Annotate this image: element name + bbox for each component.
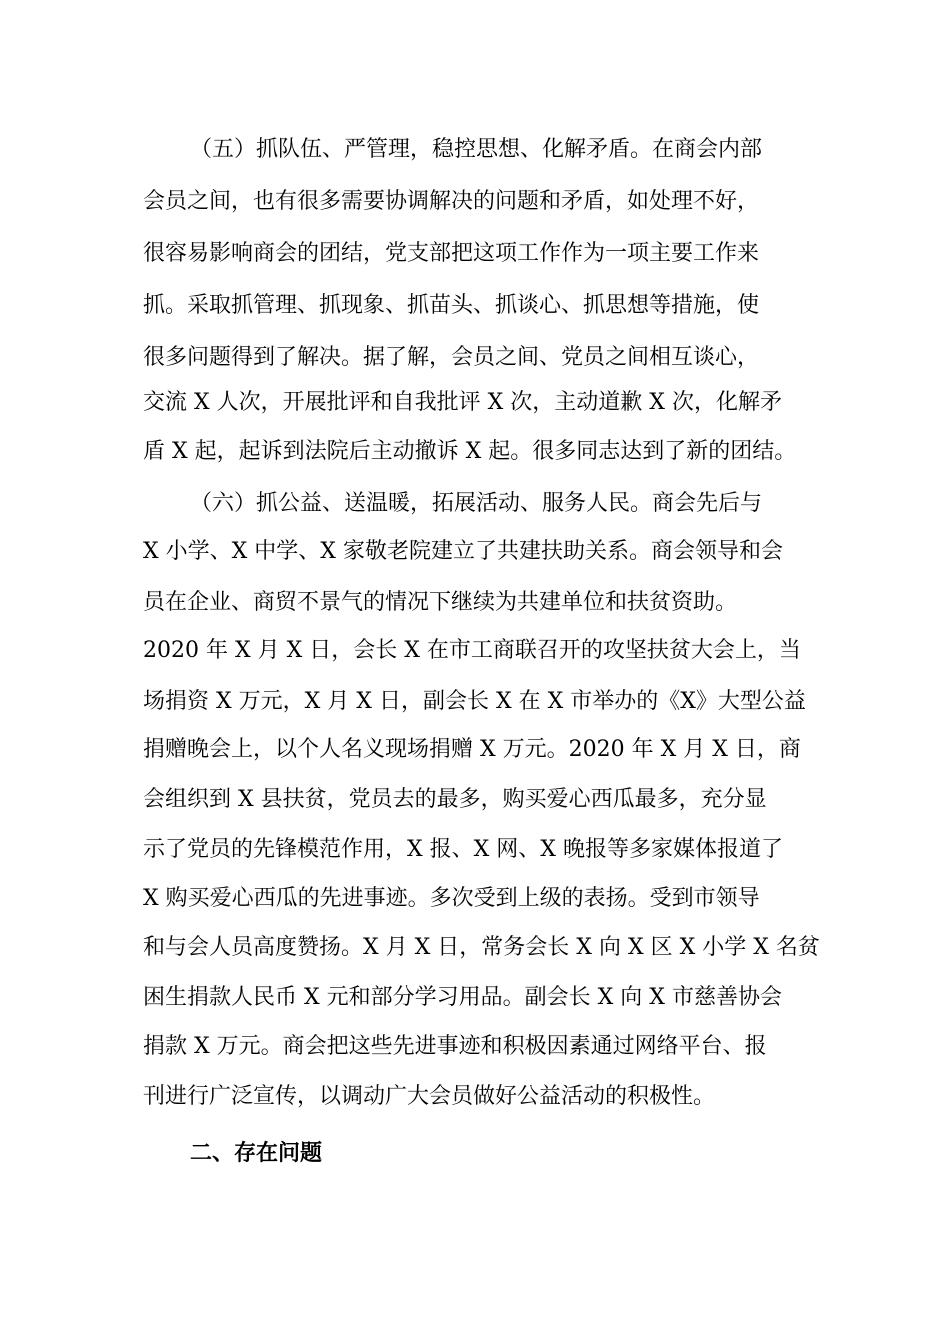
- paragraph-line: 抓。采取抓管理、抓现象、抓苗头、抓谈心、抓思想等措施，使: [143, 293, 760, 318]
- paragraph-line: X 购买爱心西瓜的先进事迹。多次受到上级的表扬。受到市领导: [143, 886, 760, 911]
- paragraph-line: 很多问题得到了解决。据了解，会员之间、党员之间相互谈心，: [143, 345, 760, 370]
- paragraph-line: X 小学、X 中学、X 家敬老院建立了共建扶助关系。商会领导和会: [143, 539, 783, 564]
- paragraph-line: 盾 X 起，起诉到法院后主动撤诉 X 起。很多同志达到了新的团结。: [143, 439, 797, 464]
- paragraph-line: （六）抓公益、送温暖，拓展活动、服务人民。商会先后与: [190, 491, 763, 516]
- paragraph-line: 很容易影响商会的团结，党支部把这项工作作为一项主要工作来: [143, 241, 760, 266]
- paragraph-line: 2020 年 X 月 X 日，会长 X 在市工商联召开的攻坚扶贫大会上，当: [143, 638, 801, 663]
- paragraph-line: （五）抓队伍、严管理，稳控思想、化解矛盾。在商会内部: [190, 137, 763, 162]
- section-heading: 二、存在问题: [190, 1140, 323, 1166]
- paragraph-line: 困生捐款人民币 X 元和部分学习用品。副会长 X 向 X 市慈善协会: [143, 985, 782, 1010]
- paragraph-line: 场捐资 X 万元，X 月 X 日，副会长 X 在 X 市举办的《X》大型公益: [143, 689, 806, 714]
- paragraph-line: 刊进行广泛宣传，以调动广大会员做好公益活动的积极性。: [143, 1084, 716, 1109]
- paragraph-line: 交流 X 人次，开展批评和自我批评 X 次，主动道歉 X 次，化解矛: [143, 390, 782, 415]
- paragraph-line: 捐款 X 万元。商会把这些先进事迹和积极因素通过网络平台、报: [143, 1034, 767, 1059]
- paragraph-line: 员在企业、商贸不景气的情况下继续为共建单位和扶贫资助。: [143, 590, 738, 615]
- paragraph-line: 示了党员的先锋模范作用，X 报、X 网、X 晚报等多家媒体报道了: [143, 837, 783, 862]
- paragraph-line: 和与会人员高度赞扬。X 月 X 日，常务会长 X 向 X 区 X 小学 X 名贫: [143, 935, 820, 960]
- paragraph-line: 会员之间，也有很多需要协调解决的问题和矛盾，如处理不好，: [143, 189, 760, 214]
- paragraph-line: 捐赠晚会上，以个人名义现场捐赠 X 万元。2020 年 X 月 X 日，商: [143, 737, 801, 762]
- paragraph-line: 会组织到 X 县扶贫，党员去的最多，购买爱心西瓜最多，充分显: [143, 787, 767, 812]
